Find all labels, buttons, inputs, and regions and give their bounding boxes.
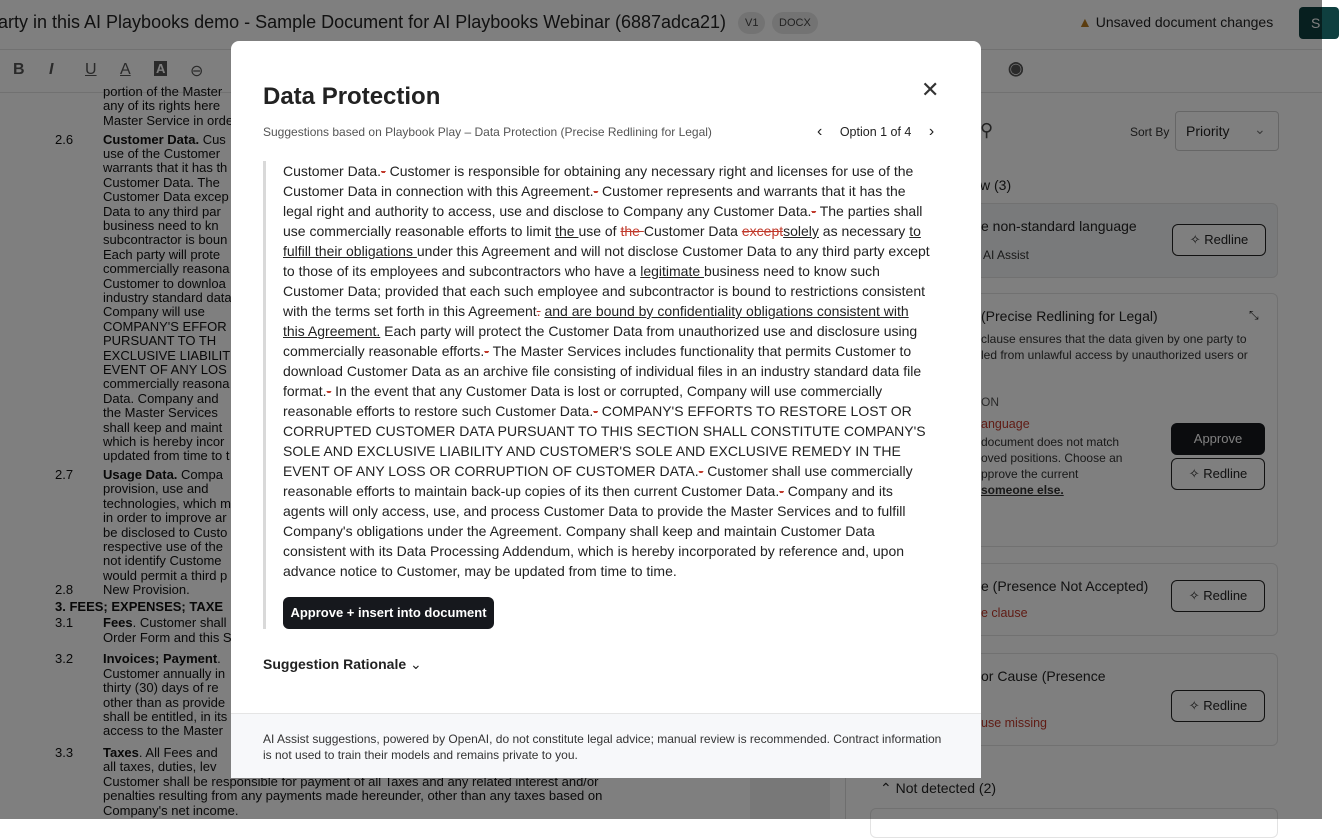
inserted-text: to fulfill their obligations [283,223,921,259]
modal-title: Data Protection [263,83,441,110]
deleted-text: - [326,383,332,399]
modal-footer-disclaimer: AI Assist suggestions, powered by OpenAI, do not constitute legal advice; manual review is recommended. Contract information is not used to train their models and remains private to you. [231,713,981,778]
clause-text: use of [578,223,621,239]
clause-text: as necessary [818,223,910,239]
clause-text: Customer shall use commercially reasonable efforts to maintain back-up copies of its then current Customer Data. [283,463,913,499]
clause-text: Company and its agents will only access, use, and process Customer Data to provide the Master Services and to fulfill Company's obligations under the Agreement. Company shall keep and maintain Customer Data consistent with its Data Processing Addendum, which is hereby incorporated by reference and, upon advance notice to Customer, may be updated from time to time. [283,483,906,579]
inserted-text: the [555,223,579,239]
suggestion-rationale-toggle[interactable] [263,656,422,673]
clause-text: The parties shall use commercially reasonable efforts to limit [283,203,923,239]
deleted-text: - [484,343,489,359]
chevron-left-icon[interactable]: ‹ [817,123,823,140]
deleted-text: - [381,163,386,179]
option-navigator [817,123,934,141]
chevron-right-icon[interactable]: › [928,123,935,140]
deleted-text: . [536,303,541,319]
suggestion-modal [231,41,981,778]
clause-text: COMPANY'S EFFORTS TO RESTORE LOST OR CORRUPTED CUSTOMER DATA PURSUANT TO THIS SECTION SHALL CONSTITUTE COMPANY'S SOLE AND EXCLUSIVE LIABILITY AND CUSTOMER'S SOLE AND EXCLUSIVE REMEDY IN THE EVENT OF ANY LOSS OR CORRUPTION OF CUSTOMER DATA. [283,403,926,479]
approve-insert-button[interactable]: Approve + insert into document [283,597,494,629]
inserted-text: legitimate [640,263,705,279]
clause-text: under this Agreement and will not disclose Customer Data to any third party except to those of its employees and subcontractors who have a [283,243,930,279]
clause-text: Customer Data. [283,163,382,179]
deleted-text: except [741,223,784,239]
rationale-label: Suggestion Rationale [263,656,407,672]
deleted-text: - [779,483,784,499]
clause-text: Customer Data [643,223,742,239]
option-counter: Option 1 of 4 [839,125,912,139]
modal-subtitle: Suggestions based on Playbook Play – Data Protection (Precise Redlining for Legal) [263,125,712,139]
clause-text: In the event that any Customer Data is lost or corrupted, Company will use commercially reasonable efforts to restore such Customer Data. [283,383,883,419]
deleted-text: - [593,403,598,419]
deleted-text: - [698,463,704,479]
close-icon[interactable]: ✕ [921,77,940,102]
chevron-down-icon: ⌄ [410,656,422,672]
deleted-text: - [593,183,599,199]
clause-text: The Master Services includes functionality that permits Customer to download Customer Data as an archive file consisting of individual files in an industry standard data file format. [283,343,922,399]
deleted-text: - [811,203,817,219]
clause-text: Customer is responsible for obtaining any necessary right and licenses for use of the Customer Data in connection with this Agreement. [283,163,914,199]
inserted-text: and are bound by confidentiality obligations consistent with this Agreement. [283,303,909,339]
clause-text: Customer represents and warrants that it has the legal right and authority to access, use and disclose to Company any Customer Data. [283,183,906,219]
inserted-text: solely [783,223,819,239]
deleted-text: the [620,223,644,239]
suggested-clause-text [263,161,933,629]
clause-text: Each party will protect the Customer Data from unauthorized use and disclosure using commercially reasonable efforts. [283,323,918,359]
clause-text: business need to know such Customer Data; provided that each such employee and subcontractor is bound to restrictions consistent with the terms set forth in this Agreement [283,263,926,319]
